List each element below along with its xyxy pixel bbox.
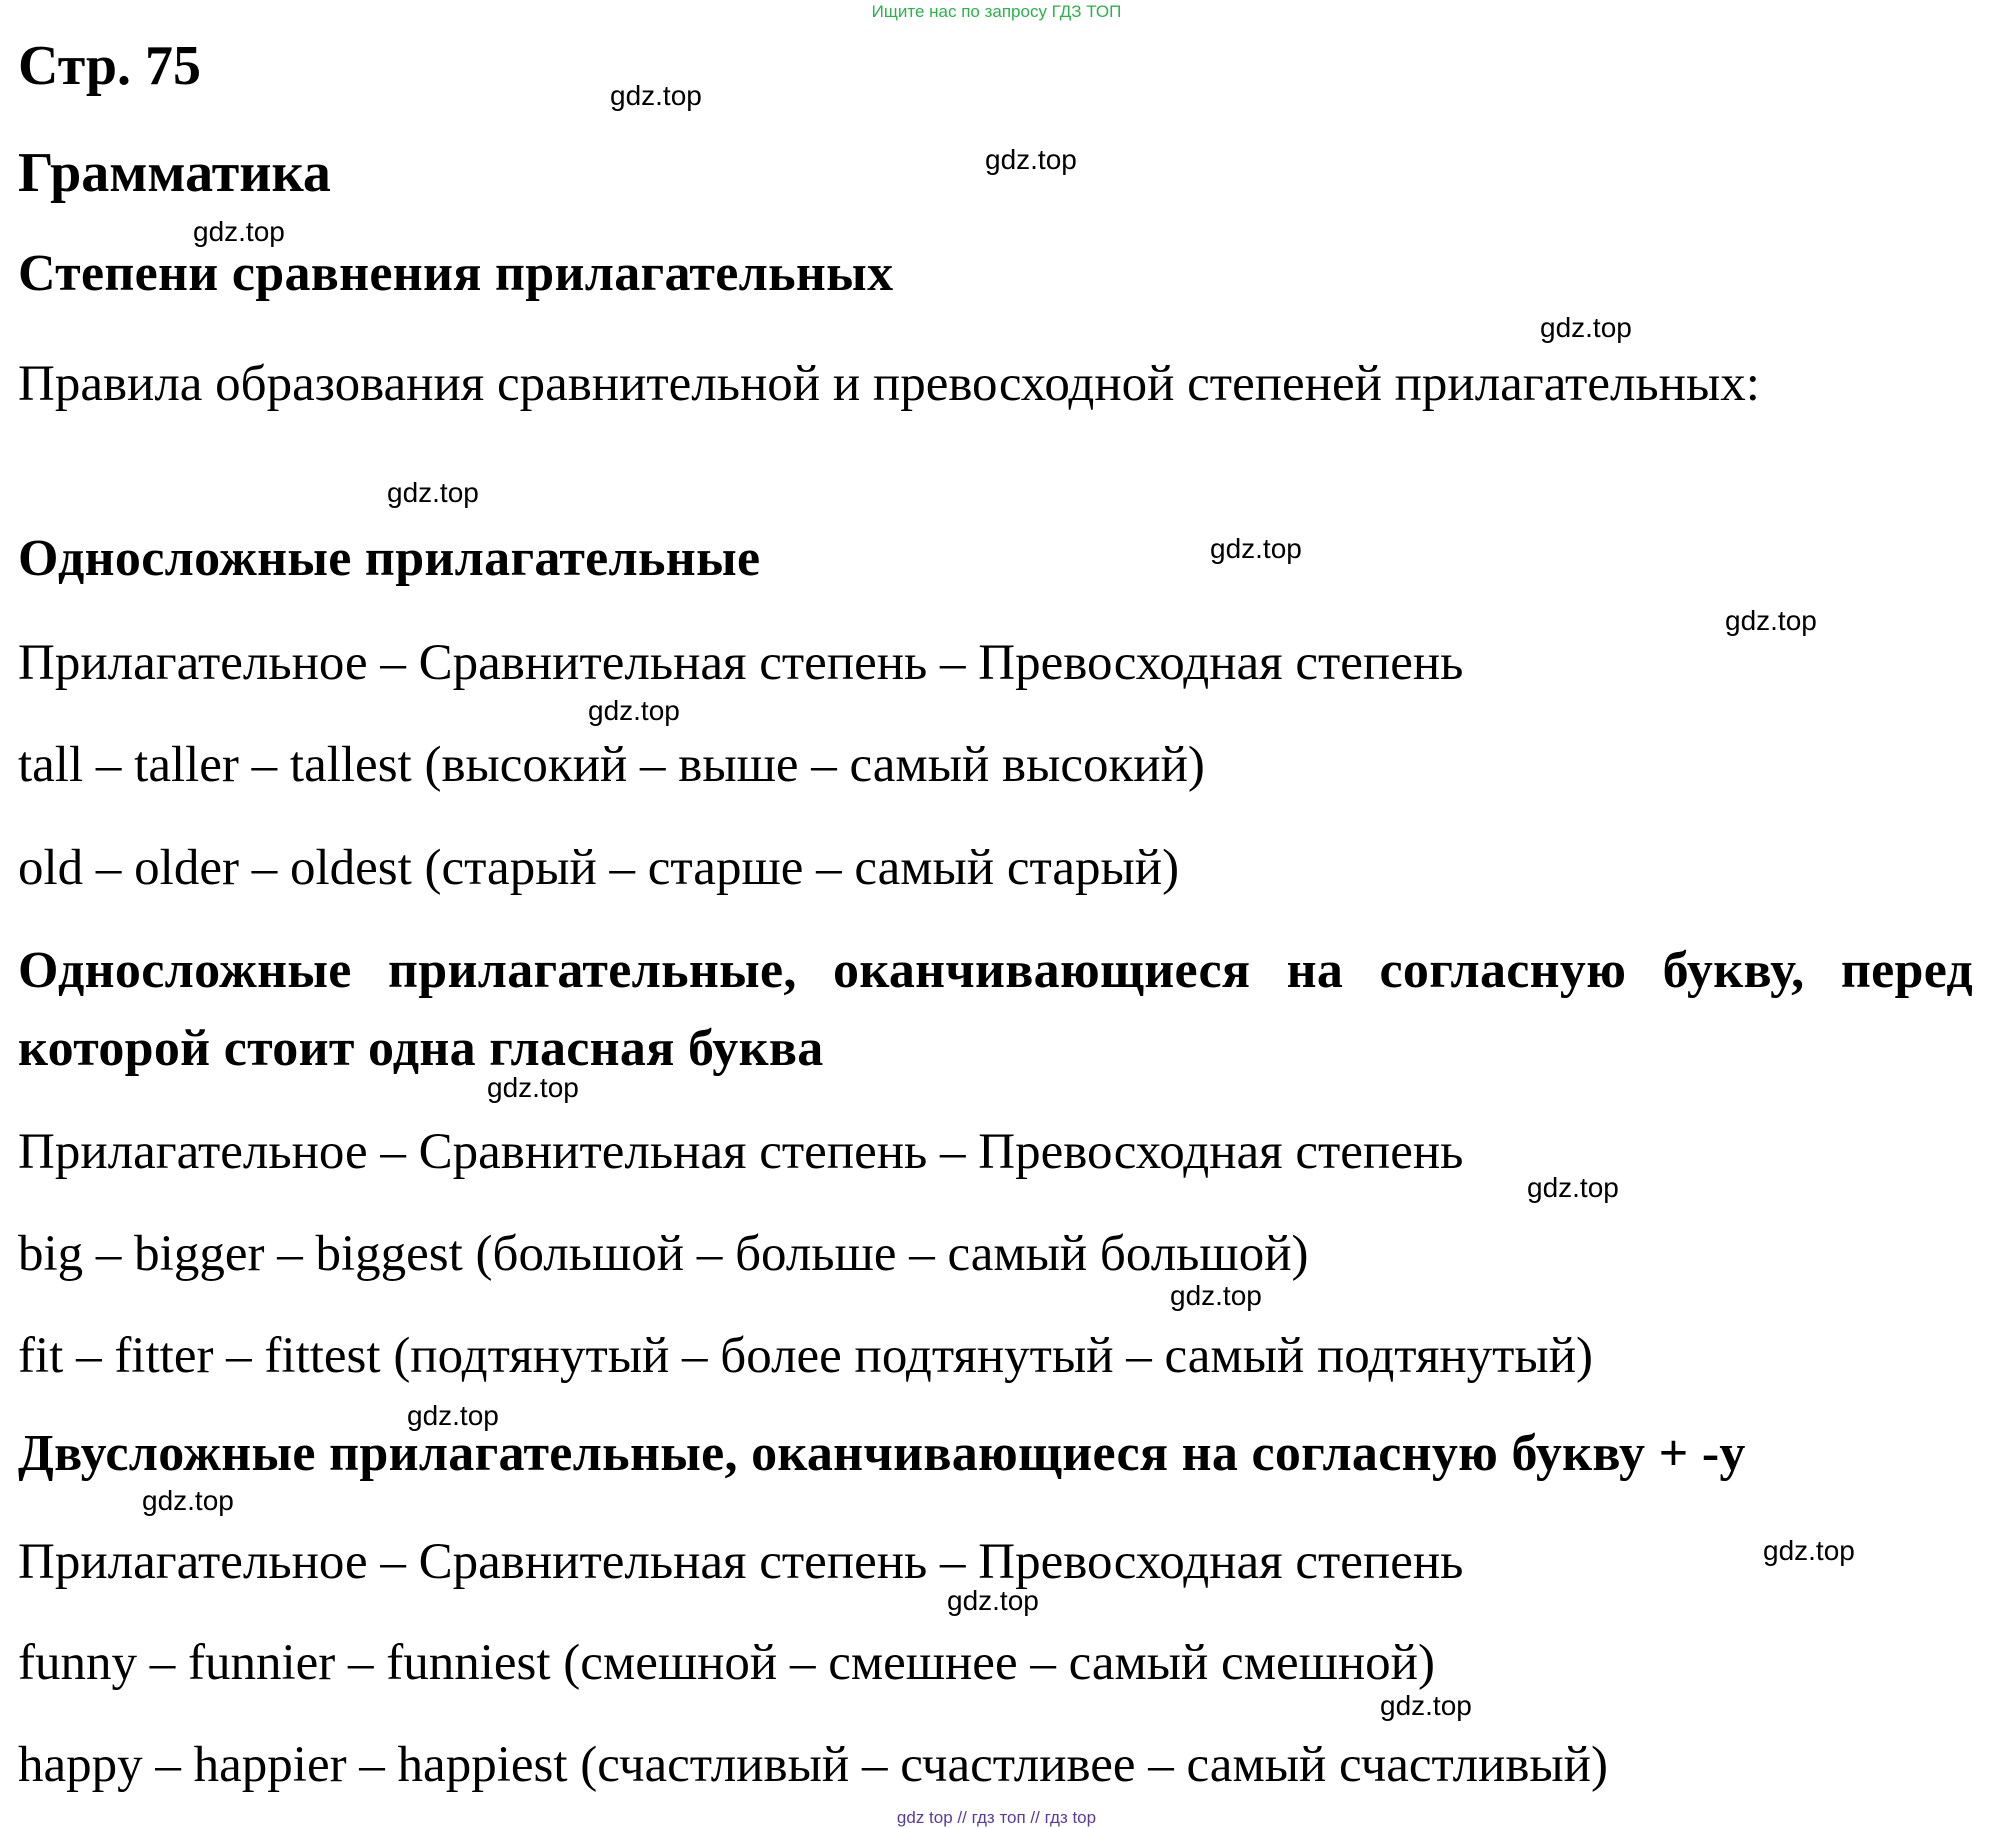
watermark: gdz.top: [193, 216, 285, 247]
watermark: gdz.top: [1527, 1172, 1619, 1203]
watermark: gdz.top: [1170, 1280, 1262, 1311]
intro-paragraph: Правила образования сравнительной и превосходной степеней прилагательных:: [18, 356, 1760, 412]
watermark: gdz.top: [610, 80, 702, 111]
watermark: gdz.top: [1540, 312, 1632, 343]
subsection-title: Степени сравнения прилагательных: [18, 245, 894, 302]
top-banner: Ищите нас по запросу ГДЗ ТОП: [871, 2, 1122, 21]
block-3-heading: Двусложные прилагательные, оканчивающиеся на согласную букву + -y: [18, 1425, 1746, 1482]
watermark: gdz.top: [947, 1585, 1039, 1616]
block-2-scheme: Прилагательное – Сравнительная степень – Превосходная степень: [18, 1124, 1464, 1180]
watermark: gdz.top: [1380, 1690, 1472, 1721]
block-3-scheme: Прилагательное – Сравнительная степень – Превосходная степень: [18, 1534, 1464, 1590]
watermark: gdz.top: [588, 695, 680, 726]
watermark: gdz.top: [142, 1485, 234, 1516]
block-2-example-2: fit – fitter – fittest (подтянутый – более подтянутый – самый подтянутый): [18, 1328, 1593, 1384]
watermark: gdz.top: [1725, 605, 1817, 636]
watermark: gdz.top: [1210, 533, 1302, 564]
block-2-heading: Односложные прилагательные, оканчивающиеся на согласную букву, перед которой стоит одна гласная буква: [18, 942, 1973, 1077]
watermark: gdz.top: [985, 144, 1077, 175]
watermark: gdz.top: [387, 477, 479, 508]
watermark: gdz.top: [407, 1400, 499, 1431]
block-1-example-1: tall – taller – tallest (высокий – выше – самый высокий): [18, 737, 1205, 793]
page-title: Стр. 75: [18, 35, 202, 97]
watermark: gdz.top: [487, 1072, 579, 1103]
block-1-example-2: old – older – oldest (старый – старше – самый старый): [18, 840, 1180, 896]
block-3-example-1: funny – funnier – funniest (смешной – смешнее – самый смешной): [18, 1635, 1435, 1691]
block-2-example-1: big – bigger – biggest (большой – больше – самый большой): [18, 1226, 1309, 1282]
watermark: gdz.top: [1763, 1535, 1855, 1566]
block-1-heading: Односложные прилагательные: [18, 530, 761, 587]
section-title: Грамматика: [18, 142, 331, 204]
block-1-scheme: Прилагательное – Сравнительная степень – Превосходная степень: [18, 635, 1464, 691]
block-3-example-2: happy – happier – happiest (счастливый – счастливее – самый счастливый): [18, 1737, 1608, 1793]
footer-links[interactable]: gdz top // гдз топ // гдз top: [896, 1808, 1097, 1827]
